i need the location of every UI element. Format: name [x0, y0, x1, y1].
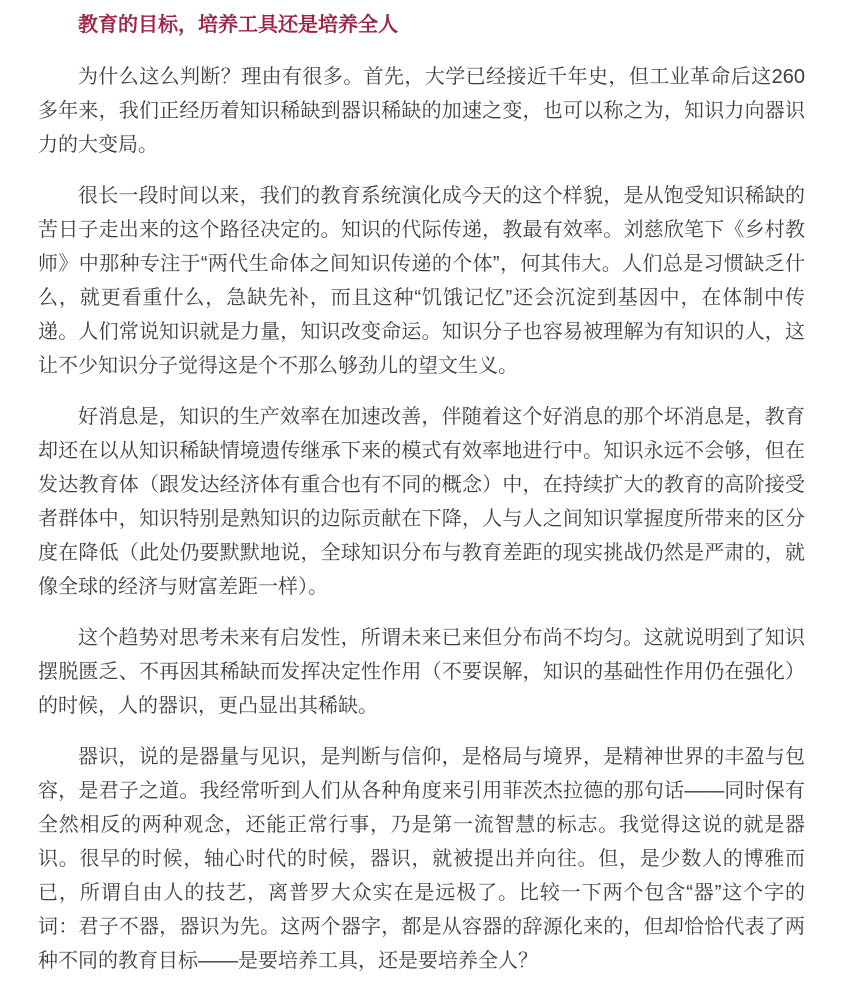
paragraph: 好消息是，知识的生产效率在加速改善，伴随着这个好消息的那个坏消息是，教育却还在以从知识稀缺情境遗传继承下来的模式有效率地进行中。知识永远不会够，但在发达教育体（跟发达经济体有重合也有不同的概念）中，在持续扩大的教育的高阶接受者群体中，知识特别是熟知识的边际贡献在下降，人与人之间知识掌握度所带来的区分度在降低（此处仍要默默地说，全球知识分布与教育差距的现实挑战仍然是严肃的，就像全球的经济与财富差距一样）。 [38, 406, 805, 598]
paragraph: 器识，说的是器量与见识，是判断与信仰，是格局与境界，是精神世界的丰盈与包容，是君子之道。我经常听到人们从各种角度来引用菲茨杰拉德的那句话——同时保有全然相反的两种观念，还能正常行事，乃是第一流智慧的标志。我觉得这说的就是器识。很早的时候，轴心时代的时候，器识，就被提出并向往。但，是少数人的博雅而已，所谓自由人的技艺，离普罗大众实在是远极了。比较一下两个包含“器”这个字的词：君子不器，器识为先。这两个器字，都是从容器的辞源化来的，但却恰恰代表了两种不同的教育目标——是要培养工具，还是要培养全人？ [38, 746, 805, 972]
article-title: 教育的目标，培养工具还是培养全人 [78, 14, 398, 36]
paragraph: 这个趋势对思考未来有启发性，所谓未来已来但分布尚不均匀。这就说明到了知识摆脱匮乏、不再因其稀缺而发挥决定性作用（不要误解，知识的基础性作用仍在强化）的时候，人的器识，更凸显出其稀缺。 [38, 627, 805, 717]
paragraph: 为什么这么判断？理由有很多。首先，大学已经接近千年史，但工业革命后这260多年来，我们正经历着知识稀缺到器识稀缺的加速之变，也可以称之为，知识力向器识力的大变局。 [38, 66, 805, 156]
paragraph: 很长一段时间以来，我们的教育系统演化成今天的这个样貌，是从饱受知识稀缺的苦日子走出来的这个路径决定的。知识的代际传递，教最有效率。刘慈欣笔下《乡村教师》中那种专注于“两代生命体之间知识传递的个体”，何其伟大。人们总是习惯缺乏什么，就更看重什么，急缺先补，而且这种“饥饿记忆”还会沉淀到基因中，在体制中传递。人们常说知识就是力量，知识改变命运。知识分子也容易被理解为有知识的人，这让不少知识分子觉得这是个不那么够劲儿的望文生义。 [38, 185, 805, 377]
